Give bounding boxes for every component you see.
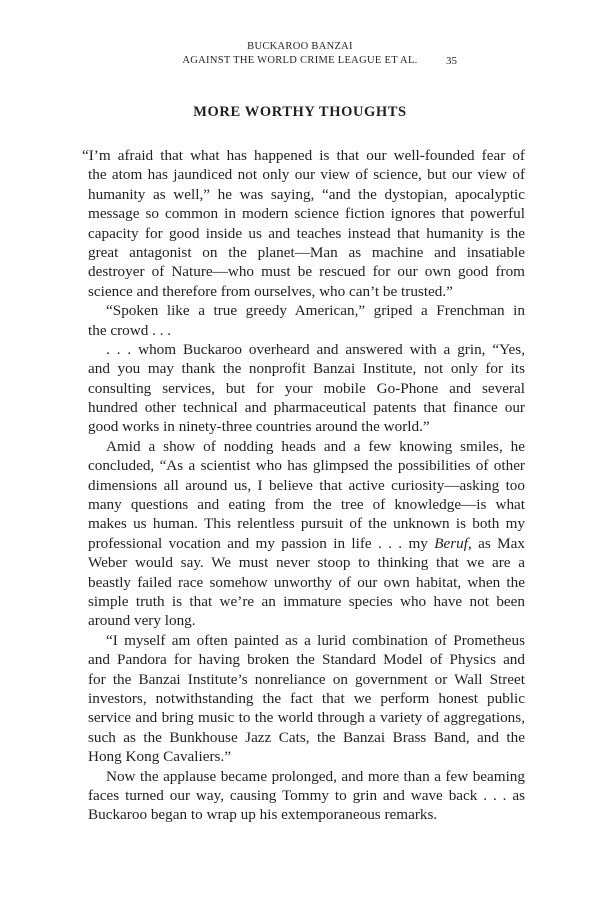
text-line: Weber would say. We must never stoop to thinking that we are a xyxy=(88,554,525,572)
text-line: and you may thank the nonprofit Banzai Institute, not only for its xyxy=(88,360,525,378)
text-line: hundred other technical and pharmaceutical patents that finance our xyxy=(88,399,525,417)
text-line: Amid a show of nodding heads and a few knowing smiles, he xyxy=(106,437,525,455)
running-head-title: BUCKAROO BANZAI xyxy=(247,41,353,52)
text-line: professional vocation and my passion in life . . . my Beruf, as Max xyxy=(88,534,525,552)
text-line: for the Banzai Institute’s nonreliance on government or Wall Street xyxy=(88,670,525,688)
text-line: science and therefore from ourselves, who can’t be trusted.” xyxy=(88,282,453,300)
text-line: capacity for good inside us and teaches instead that humanity is the xyxy=(88,224,525,242)
text-line: consulting services, but for your mobile Go-Phone and several xyxy=(88,379,525,397)
text-line: beastly failed race somehow unworthy of our own habitat, when the xyxy=(88,573,525,591)
body-text xyxy=(82,146,525,825)
text-line: “I’m afraid that what has happened is that our well-founded fear of xyxy=(82,147,525,164)
text-line: simple truth is that we’re an immature species who have not been xyxy=(88,592,525,610)
text-line: service and bring music to the world through a variety of aggregations, xyxy=(88,709,525,727)
text-line: makes us human. This relentless pursuit of the unknown is both my xyxy=(88,515,525,533)
text-line: good works in ninety-three countries around the world.” xyxy=(88,418,430,436)
text-line: the crowd . . . xyxy=(88,321,172,339)
running-head-subtitle: AGAINST THE WORLD CRIME LEAGUE ET AL. xyxy=(182,55,418,66)
text-line: such as the Bunkhouse Jazz Cats, the Banzai Brass Band, and the xyxy=(88,728,525,746)
italic-term: Beruf xyxy=(434,534,468,552)
text-line: message so common in modern science fiction ignores that powerful xyxy=(88,205,525,223)
text-line: many questions and eating from the tree of knowledge—is what xyxy=(88,496,525,514)
running-head xyxy=(0,40,600,68)
text-line: concluded, “As a scientist who has glimpsed the possibilities of other xyxy=(88,457,525,475)
text-line: great antagonist on the planet—Man as machine and insatiable xyxy=(88,243,525,261)
text-line: Buckaroo began to wrap up his extemporaneous remarks. xyxy=(88,806,438,824)
text-line: and Pandora for having broken the Standard Model of Physics and xyxy=(88,651,525,669)
text-line: destroyer of Nature—who must be rescued for our own good from xyxy=(88,263,525,281)
text-line: dimensions all around us, I believe that active curiosity—asking too xyxy=(88,476,525,494)
text-line: around very long. xyxy=(88,612,196,630)
text-line: “Spoken like a true greedy American,” griped a Frenchman in xyxy=(106,302,525,320)
chapter-title: MORE WORTHY THOUGHTS xyxy=(193,104,407,120)
page-number: 35 xyxy=(446,55,457,67)
text-line: Now the applause became prolonged, and more than a few beaming xyxy=(106,767,525,785)
text-line: faces turned our way, causing Tommy to grin and wave back . . . as xyxy=(88,786,525,804)
text-line: humanity as well,” he was saying, “and the dystopian, apocalyptic xyxy=(88,185,525,203)
text-line: “I myself am often painted as a lurid combination of Prometheus xyxy=(106,631,525,649)
text-line: the atom has jaundiced not only our view of science, but our view of xyxy=(88,166,525,184)
text-line: Hong Kong Cavaliers.” xyxy=(88,748,231,766)
text-line: investors, notwithstanding the fact that we perform honest public xyxy=(88,689,525,707)
text-line: . . . whom Buckaroo overheard and answered with a grin, “Yes, xyxy=(106,340,525,358)
